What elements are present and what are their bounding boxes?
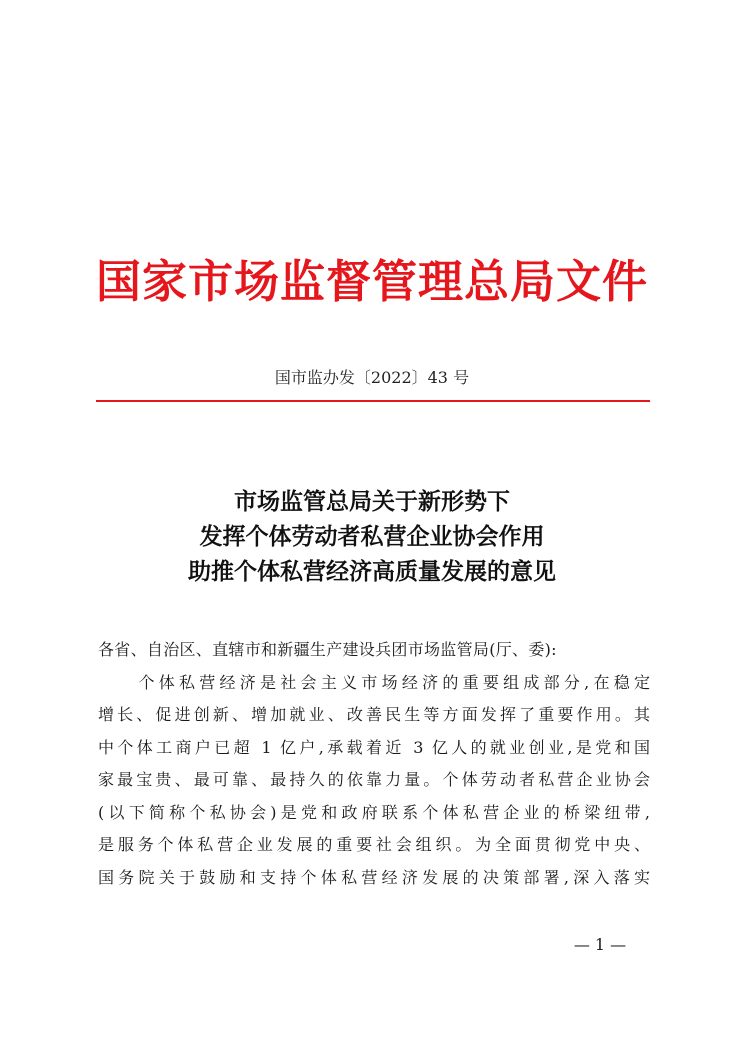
document-title bbox=[0, 484, 744, 589]
body-line: 个体私营经济是社会主义市场经济的重要组成部分,在稳定 bbox=[98, 672, 650, 692]
salutation: 各省、自治区、直辖市和新疆生产建设兵团市场监管局(厅、委): bbox=[98, 640, 557, 659]
body-line: 是服务个体私营企业发展的重要社会组织。为全面贯彻党中央、 bbox=[98, 835, 650, 854]
title-line-3: 助推个体私营经济高质量发展的意见 bbox=[188, 558, 556, 585]
red-divider-line bbox=[96, 400, 650, 402]
body-line: 国务院关于鼓励和支持个体私营经济发展的决策部署,深入落实 bbox=[98, 867, 650, 887]
document-body bbox=[98, 634, 650, 894]
document-number: 国市监办发〔2022〕43 号 bbox=[274, 368, 470, 387]
title-line-1: 市场监管总局关于新形势下 bbox=[234, 488, 510, 515]
body-line: 家最宝贵、最可靠、最持久的依靠力量。个体劳动者私营企业协会 bbox=[98, 770, 650, 789]
body-line: 中个体工商户已超 1 亿户,承载着近 3 亿人的就业创业,是党和国 bbox=[98, 737, 650, 757]
body-line: 增长、促进创新、增加就业、改善民生等方面发挥了重要作用。其 bbox=[98, 705, 650, 724]
title-line-2: 发挥个体劳动者私营企业协会作用 bbox=[199, 523, 545, 550]
page-number: — 1 — bbox=[573, 935, 627, 954]
body-line: (以下简称个私协会)是党和政府联系个体私营企业的桥梁纽带, bbox=[98, 802, 650, 822]
agency-header-title: 国家市场监督管理总局文件 bbox=[95, 255, 648, 308]
